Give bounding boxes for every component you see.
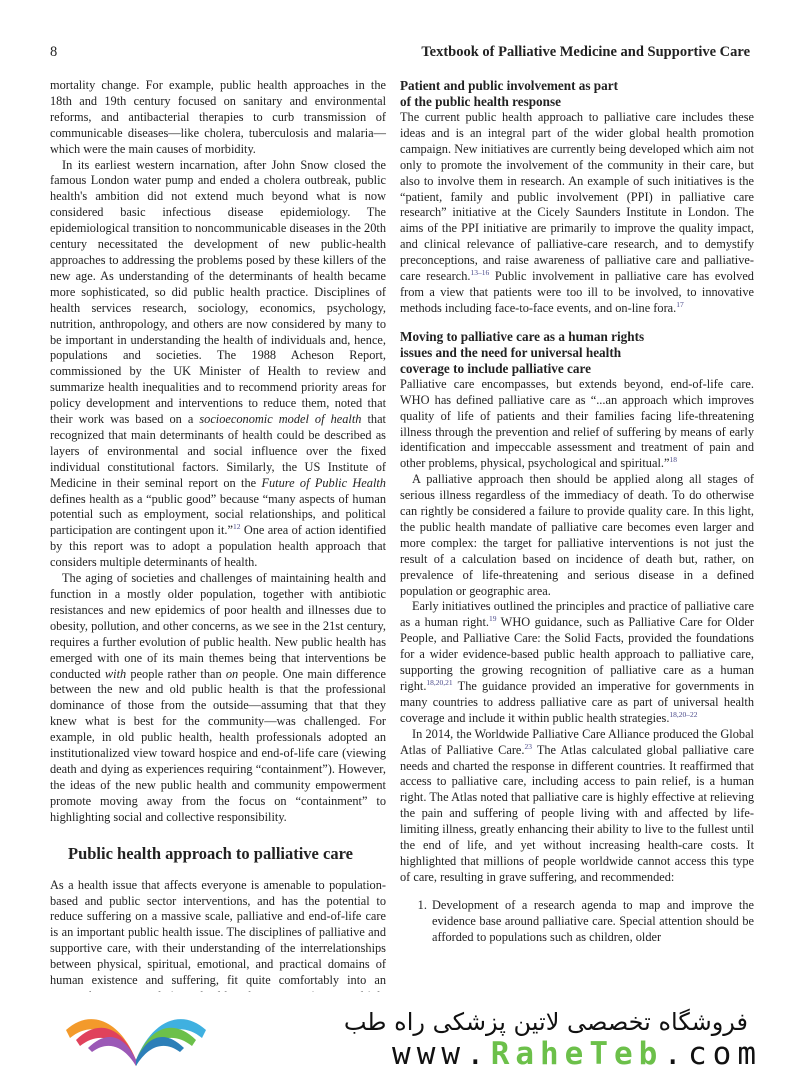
- citation-ref[interactable]: 13–16: [470, 267, 490, 277]
- text-run: One area of action identified by this report was to adopt a population health approach that considers multiple determinants of health.: [50, 523, 386, 570]
- page-number: 8: [50, 44, 58, 60]
- text-run: Early initiatives outlined the principles and practice of palliative care as a human right.: [400, 599, 754, 630]
- paragraph: As a health issue that affects everyone is amenable to population-based and public sector interventions, and has the potential to reduce suffering on a massive scale, palliative and end-of-life care is an important public health issue. The disciplines of palliative and supportive care, with their understanding of the interrelationships between physical, spiritual, emotional, and practical domains of human existence and suffering, fit quite comfortably into an: [50, 877, 386, 988]
- heading-line: coverage to include palliative care: [400, 360, 591, 376]
- citation-ref[interactable]: 17: [676, 299, 684, 309]
- running-head: [50, 44, 750, 61]
- citation-ref[interactable]: 18,20–22: [669, 709, 698, 719]
- citation-ref[interactable]: 18,20,21: [426, 677, 453, 687]
- text-run: Public involvement in palliative care has evolved from a view that patients were too ill to be involved, to innovative methods including face-to-face events, and on-line fora.: [400, 269, 754, 315]
- text-run: The aging of societies and challenges of maintaining health and function in a mostly older population, together with antibiotic resistances and new epidemics of poor health and illnesses due to obesity, pollution, and other concerns, as we see in the 21st century, requires a further evolution of public health. New public health has emerged with one of its main themes being that interventions be conducted: [50, 571, 386, 681]
- citation-ref[interactable]: 19: [489, 614, 497, 624]
- url-prefix: www.: [392, 1036, 491, 1072]
- citation-ref[interactable]: 23: [524, 741, 532, 751]
- citation-ref[interactable]: 12: [232, 522, 241, 532]
- watermark-footer: [0, 992, 810, 1079]
- heading-line: Patient and public involvement as part: [400, 78, 618, 93]
- subsection-heading: [400, 329, 754, 377]
- shop-url[interactable]: [392, 1036, 762, 1072]
- paragraph: [50, 158, 386, 572]
- recommendation-list: [400, 898, 754, 946]
- heading-line: Moving to palliative care as a human rights: [400, 328, 645, 344]
- subsection-heading: [400, 78, 754, 110]
- citation-ref[interactable]: 18: [669, 455, 677, 465]
- text-run: In 2014, the Worldwide Palliative Care Alliance produced the Global Atlas of Palliative Care.: [400, 726, 754, 757]
- url-brand: RaheTeb: [490, 1036, 664, 1072]
- text-run: people rather than: [126, 666, 226, 681]
- text-run: WHO guidance, such as Palliative Care for Older People, and Palliative Care: the Solid Facts, provided the foundations for a wider evidence-based public health approach to palliative care, supporting the growing recognition of palliative care as a human right.: [400, 615, 755, 693]
- italic-text: socioeconomic model of health: [199, 412, 362, 427]
- text-run: The Atlas calculated global palliative care needs and charted the response in different countries. It reaffirmed that access to palliative care, including access to pain relief, is a human right. The Atlas noted that palliative care is highly effective at relieving the pain and suffering of people living with and affected by life-limiting illness, greatly enhancing their ability to live to the fullest until the end of life, and yet without increasing health-care costs. It highlighted that millions of people worldwide cannot access this type of care, resulting in grave suffering, and recommended:: [400, 742, 754, 884]
- paragraph: [400, 110, 754, 317]
- url-suffix: .com: [663, 1036, 762, 1072]
- text-run: Palliative care encompasses, but extends beyond, end-of-life care. WHO has defined palliative care as “...an approach which improves quality of life of patients and their families facing life-threatening illness through the prevention and relief of suffering by means of early identification and impeccable assessment and treatment of pain and other problems, physical, psychological and spiritual.”: [400, 376, 754, 471]
- text-run: people. One main difference between the new and old public health is that the professional dominance of those from the outside—assuming that that they knew what is best for the community—was challenged. For example, in old public health, health professionals adopted an institutionalized view toward hospice and end-of-life care (viewing death and dying as experiences requiring “containment”). However, the ideas of the new public health and community empowerment promote moving away from the focus on “containment” to highlighting social and collective responsibility.: [50, 666, 386, 824]
- paragraph: [400, 599, 754, 726]
- left-column: [50, 78, 386, 1037]
- open-book-logo-icon: [60, 1000, 212, 1072]
- list-item: 1. Development of a research agenda to map and improve the evidence base around palliative care. Special attention should be afforded to populations such as children, older: [430, 898, 754, 946]
- heading-line: issues and the need for universal health: [400, 344, 622, 360]
- right-column: [400, 78, 754, 946]
- heading-line: of the public health response: [400, 94, 561, 109]
- book-page: [18, 0, 792, 992]
- section-heading: Public health approach to palliative care: [68, 843, 353, 863]
- paragraph: [400, 727, 754, 886]
- paragraph: mortality change. For example, public health approaches in the 18th and 19th century focused on sanitary and environmental reforms, and antibacterial therapies to curb transmission of communicable diseases—like cholera, tuberculosis and malaria—which were the main causes of morbidity.: [50, 78, 386, 156]
- italic-text: with: [104, 666, 127, 681]
- italic-text: on: [225, 666, 239, 681]
- paragraph: A palliative approach then should be applied along all stages of serious illness regardless of the immediacy of death. To do otherwise can rightly be considered a failure to provide quality care. In this light, the public health mandate of palliative care becomes even larger and more complex: the target for palliative interventions is not just the result of a calculation based on incidence of death but, rather, on prevalence of life-threatening and serious disease in a defined population or geographic area.: [400, 472, 754, 598]
- shop-name: فروشگاه تخصصی لاتین پزشکی راه طب: [343, 1008, 748, 1036]
- text-run: The guidance provided an imperative for governments in many countries to address palliative care as part of universal health coverage and include it within public health strategies.: [400, 679, 754, 725]
- paragraph: [400, 377, 754, 472]
- text-run: defines health as a “public good” because “many aspects of human potential such as employment, social relationships, and political participation are contingent upon it.”: [50, 491, 386, 538]
- italic-text: Future of Public Health: [261, 475, 386, 490]
- text-run: The current public health approach to palliative care includes these ideas and is an integral part of the wider global health promotion campaign. New initiatives are currently being developed which aim not only to promote the involvement of the community in their care, but also to involve them in research. An example of such initiatives is the “patient, family and public involvement (PPI) in palliative care research” initiative at the Cicely Saunders Institute in London. The aims of the PPI initiative are primarily to improve the quality impact, and clinical relevance of palliative-care research, and to demystify preconceptions, and raise awareness of palliative care and palliative-care research.: [400, 110, 754, 284]
- book-title: Textbook of Palliative Medicine and Supportive Care: [421, 44, 750, 60]
- text-run: that recognized that main determinants of health could be described as layers of environmental and social influence over the fixed individual constitutional factors. Similarly, the US Institute of Medicine in their seminal report on the: [50, 412, 386, 490]
- text-run: In its earliest western incarnation, after John Snow closed the famous London water pump and ended a cholera outbreak, public health's ambition did not extend much beyond what is now considered basic infectious disease epidemiology. The epidemiological transition to noncommunicable diseases in the 20th century necessitated the development of new public-health approaches to addressing the problems posed by these killers of the new age. As understanding of the determinants of health became more sophisticated, so did public health practice. Disciplines of health services research, sociology, economics, psychology, nutrition, anthropology, and others are now considered by many to be important in understanding the health of individuals and, hence, populations and societies. The 1988 Acheson Report, commissioned by the UK Minister of Health to review and summarize health inequalities and to recommend priority areas for policy development and interventions to reduce them, noted that their work was based on a: [50, 157, 386, 427]
- paragraph: [50, 571, 386, 826]
